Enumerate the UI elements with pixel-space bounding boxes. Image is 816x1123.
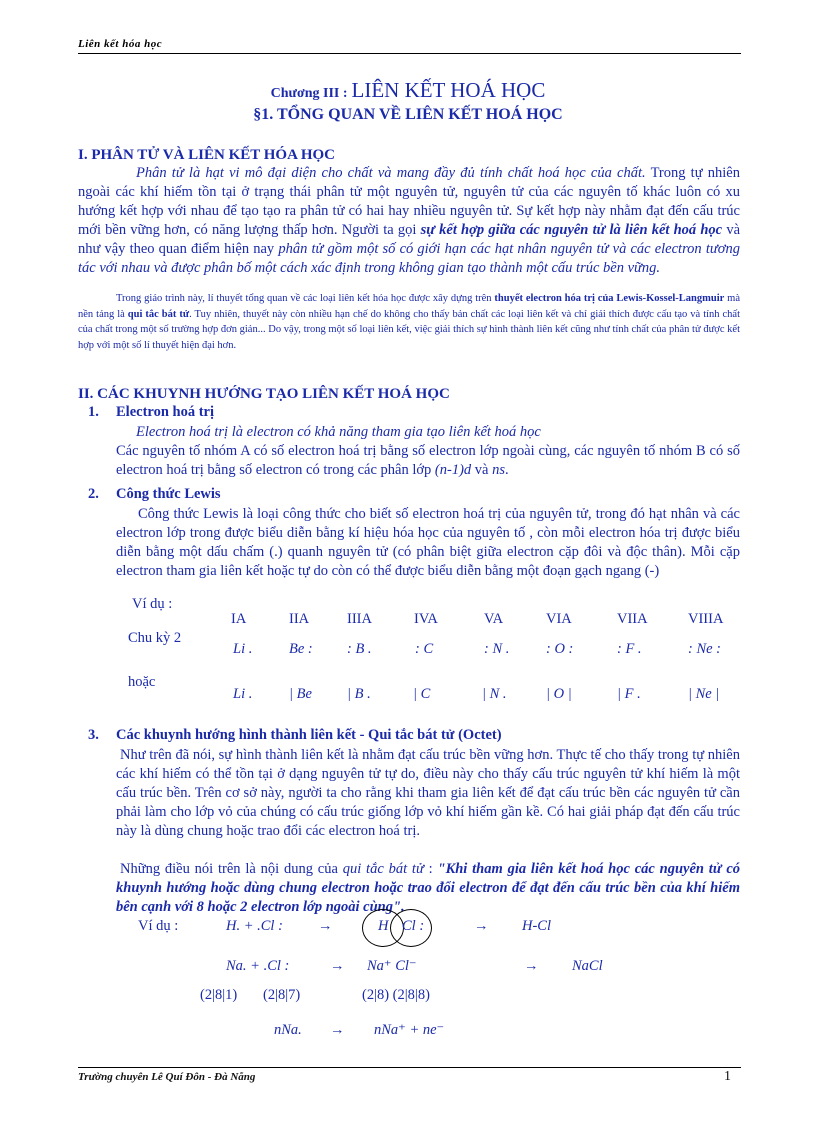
paragraph-note: Trong giáo trình này, lí thuyết tổng quan về các loại liên kết hóa học được xây dựng trên thuyết electron hóa trị của Lewis-Kossel-Langmuir mà nền tảng là qui tắc bát tử. Tuy nhiên, thuyết này còn nhiều hạn chế do không cho thấy bản chất các loại liên kết và chỉ giải thích được cấu tạo và tính chất của chất trong một số trường hợp đơn giản... Do vậy, trong một số loại liên kết, việc giải thích sự hình thành liên kết cũng như tính chất của phân tử được kết hợp với một số lí thuyết hiện đại hơn. [78,293,740,351]
chapter-title [0,78,816,103]
eq2-ions: Na⁺ Cl⁻ [367,958,417,974]
octet-rule: Những điều nói trên là nội dung của qui tắc bát tử : "Khi tham gia liên kết hoá học các nguyên tử có khuynh hướng hoặc dùng chung electron hoặc trao đổi electron để đạt đến cấu trúc bền của khí hiếm bên cạnh với 8 hoặc 2 electron lớp ngoài cùng". [116,861,741,915]
eq2-reactants: Na. + .Cl : [226,958,290,974]
eq1-product: H-Cl [522,918,551,934]
page-footer: Trường chuyên Lê Quí Đôn - Đà Nẵng [78,1071,256,1083]
eq3-product: nNa⁺ + ne⁻ [374,1022,445,1038]
lewis-alt-li: Li . [233,686,253,702]
octet-text: Như trên đã nói, sự hình thành liên kết là nhằm đạt cấu trúc bền vững hơn. Thực tế cho thấy trong tự nhiên các khí hiếm có thể tồn tại ở dạng nguyên tử tự do, điều này cho thấy cấu trúc nguyên tử khí hiếm là một cấu trúc bền. Trên cơ sở này, người ta cho rằng khi tham gia liên kết để đạt cấu trúc bền các nguyên tử cần phải làm cho lớp vỏ của chúng có cấu trúc giống lớp vỏ khí hiếm gần kề. Có hai giải pháp đạt đến cấu trúc này là dùng chung hoặc trao đổi các electron hoá trị. [116,747,740,839]
group-iva: IVA [414,611,438,627]
eq1-cl: Cl : [402,918,425,934]
chapter-prefix: Chương III : [270,86,348,101]
eq3-arrow: → [330,1022,345,1038]
lewis-alt-be: | Be [289,686,312,702]
octet-example-label: Ví dụ : [138,918,179,934]
lewis-alt-b: | B . [347,686,371,702]
lewis-f: : F . [617,641,642,657]
chapter-name: LIÊN KẾT HOÁ HỌC [351,78,546,102]
page-header: Liên kết hóa học [78,38,163,50]
eq3-reactant: nNa. [274,1022,302,1038]
lewis-example-label: Ví dụ : [132,596,173,612]
lewis-alt-ne: | Ne | [688,686,720,702]
eq1-arrow2: → [474,918,489,934]
eq2-arrow2: → [524,958,539,974]
row-alt-label: hoặc [128,674,156,690]
heading-electron-valence: 1. Electron hoá trị [88,404,214,420]
config-na: (2|8|1) [200,987,238,1003]
eq1-h: H [378,918,389,934]
eq1-reactants: H. + .Cl : [226,918,283,934]
paragraph-molecule: Phân tử là hạt vi mô đại diện cho chất và mang đầy đủ tính chất hoá học của chất. Trong tự nhiên ngoài các khí hiếm tồn tại ở trạng thái phân tử một nguyên tử, nguyên tử của các nguyên tố khác luôn có xu hướng kết hợp với nhau để tạo tạo ra phân tử có hai hay nhiều nguyên tử. Sự kết hợp này nhằm đạt đến cấu trúc mới bền vững hơn, có năng lượng thấp hơn. Người ta gọi sự kết hợp giữa các nguyên tử là liên kết hoá học và như vậy theo quan điểm hiện nay phân tử gồm một số có giới hạn các hạt nhân nguyên tử và các electron tương tác với nhau và được phân bố một cách xác định trong không gian tạo thành một cấu trúc bền vững. [78,165,741,276]
valence-text: Các nguyên tố nhóm A có số electron hoá trị bằng số electron lớp ngoài cùng, các nguyên tố nhóm B có số electron hoá trị bằng số electron có trong các phân lớp (n-1)d và ns. [116,443,740,478]
config-ions: (2|8) (2|8|8) [362,987,430,1003]
page-number: 1 [724,1069,731,1084]
lewis-alt-n: | N . [482,686,507,702]
heading-part2: II. CÁC KHUYNH HƯỚNG TẠO LIÊN KẾT HOÁ HỌC [78,386,450,402]
lewis-alt-o: | O | [546,686,572,702]
lewis-li: Li . [233,641,253,657]
eq2-arrow1: → [330,958,345,974]
group-via: VIA [546,611,572,627]
header-divider [78,53,741,54]
lewis-be: Be : [289,641,313,657]
group-va: VA [484,611,504,627]
group-iiia: IIIA [347,611,372,627]
lewis-b: : B . [347,641,372,657]
lewis-n: : N . [484,641,510,657]
eq2-product: NaCl [572,958,603,974]
lewis-alt-c: | C [413,686,431,702]
section-title: §1. TỔNG QUAN VỀ LIÊN KẾT HOÁ HỌC [253,106,563,123]
heading-lewis: 2. Công thức Lewis [88,486,221,502]
row-period2-label: Chu kỳ 2 [128,630,182,646]
heading-octet: 3. Các khuynh hướng hình thành liên kết - Qui tắc bát tử (Octet) [88,727,502,743]
config-cl: (2|8|7) [263,987,301,1003]
footer-divider [78,1067,741,1068]
eq1-arrow1: → [318,918,333,934]
heading-part1: I. PHÂN TỬ VÀ LIÊN KẾT HÓA HỌC [78,147,335,163]
group-viia: VIIA [617,611,648,627]
lewis-alt-f: | F . [617,686,641,702]
group-ia: IA [231,611,247,627]
lewis-c: : C [415,641,434,657]
group-viiia: VIIIA [688,611,724,627]
valence-definition: Electron hoá trị là electron có khả năng tham gia tạo liên kết hoá học [136,424,541,440]
lewis-ne: : Ne : [688,641,722,657]
lewis-o: : O : [546,641,574,657]
group-iia: IIA [289,611,310,627]
lewis-text: Công thức Lewis là loại công thức cho biết số electron hoá trị của nguyên tử, trong đó hạt nhân và các electron lớp trong được biểu diễn bằng kí hiệu hóa học của nguyên tố , còn mỗi electron hóa trị được biểu diễn bằng một dấu chấm (.) quanh nguyên tử (có phân biệt giữa electron cặp đôi và độc thân). Mỗi cặp electron tham gia liên kết hoặc tự do còn có thể được biểu diễn bằng một đoạn gạch ngang (-) [116,506,740,579]
